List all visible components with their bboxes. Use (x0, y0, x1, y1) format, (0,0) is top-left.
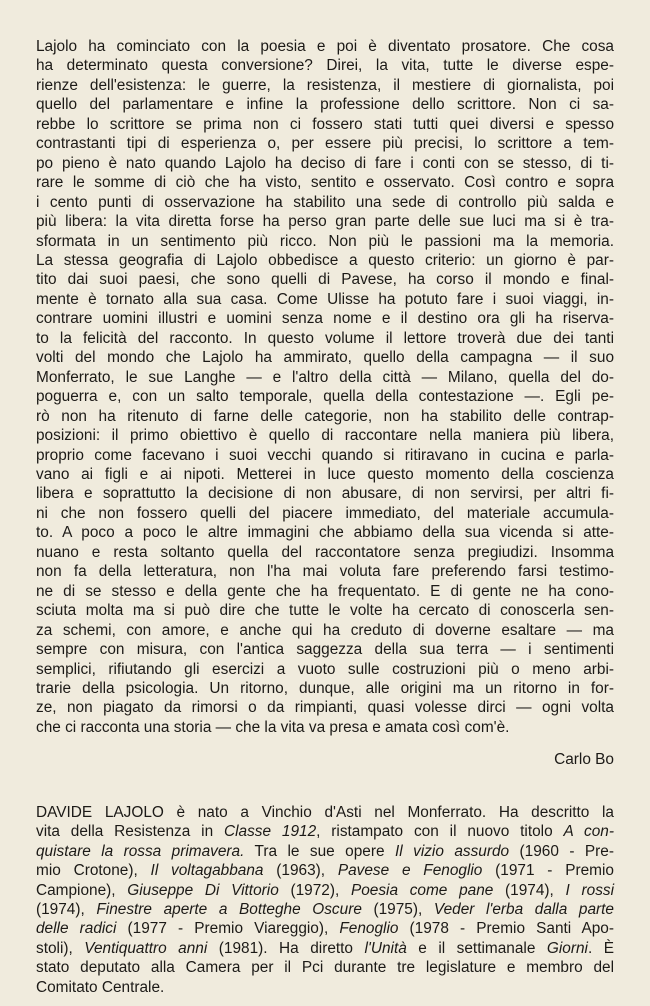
bio-text: stato deputato alla Camera per il Pci durante tre legislature e membro del (36, 959, 614, 977)
essay-line: volti del mondo che Lajolo ha ammirato, quello della campagna — il suo (36, 349, 614, 367)
bio-text: (1975), (361, 901, 434, 919)
essay-line: più libera: la vita diretta forse ha perso gran parte delle sue luci ma si è tra- (36, 213, 614, 231)
essay-line: contrare uomini illustri e uomini senza nome e il destino ora gli ha riserva- (36, 310, 614, 328)
essay-line: quello del parlamentare e infine la professione dello scrittore. Non ci sa- (36, 96, 614, 114)
essay-line: vano ai figli e ai nipoti. Metterei in luce questo momento della coscienza (36, 465, 614, 483)
essay-line: to. A poco a poco le altre immagini che abbiamo della sua vicenda si atte- (36, 524, 614, 542)
bio-text: Comitato Centrale. (36, 978, 165, 996)
essay-line: rebbe lo scrittore se prima non ci fossero stati tutti quei diversi e spesso (36, 115, 614, 133)
essay-paragraph (36, 37, 614, 737)
essay-line: sformata in un sentimento più ricco. Non più le passioni ma la memoria. (36, 232, 614, 250)
bio-line (36, 803, 614, 822)
essay-line: ni che non fossero quelli del piacere immediato, del materiale accumula- (36, 504, 614, 522)
essay-line: libera e soprattutto la decisione di non abusare, di non servirsi, per altri fi- (36, 485, 614, 503)
bio-title-text: Classe 1912 (224, 823, 317, 841)
bio-title-text: Finestre aperte a Botteghe Oscure (96, 901, 362, 919)
bio-text: (1978 - Premio Santi Apo- (398, 920, 614, 938)
essay-line: za schemi, con amore, e anche qui ha creduto di doverne esaltare — ma (36, 621, 614, 639)
essay-line: ne di se stesso e della gente che ha frequentato. E di gente ne ha cono- (36, 582, 614, 600)
essay-line: Monferrato, le sue Langhe — e l'altro della città — Milano, quella del do- (36, 368, 614, 386)
bio-text: (1981). Ha diretto (207, 939, 365, 957)
essay-line: posizioni: il primo obiettivo è quello di raccontare nella maniera più libera, (36, 427, 614, 445)
essay-line: sciuta molta ma si può dire che tutte le volte ha cercato di conoscerla sen- (36, 602, 614, 620)
bio-title-text: A con- (563, 823, 614, 841)
bio-title-text: Poesia come pane (350, 881, 494, 899)
essay-line: rare le somme di ciò che ha visto, sentito e osservato. Così contro e sopra (36, 174, 614, 192)
bio-text: e il settimanale (406, 939, 547, 957)
bio-text: (1974), (493, 881, 566, 899)
bio-text: (1974), (36, 901, 97, 919)
bio-text: (1960 - Pre- (509, 842, 614, 860)
bio-text: vita della Resistenza in (36, 823, 224, 841)
bio-line (36, 919, 614, 938)
essay-line: ha determinato questa conversione? Direi, la vita, tutte le diverse espe- (36, 57, 614, 75)
bio-line (36, 861, 614, 880)
essay-line: contrastanti tipi di esperienza o, per essere più precisi, lo scrittore a tem- (36, 135, 614, 153)
essay-line: to la felicità del racconto. In questo volume il lettore troverà due dei tanti (36, 329, 614, 347)
bio-title-text: l'Unità (364, 939, 407, 957)
essay-line: La stessa geografia di Lajolo obbedisce a questo criterio: un giorno è par- (36, 251, 614, 269)
bio-title-text: Ventiquattro anni (84, 939, 208, 957)
bio-title-text: Veder l'erba dalla parte (433, 901, 614, 919)
bio-text: Campione), (36, 881, 128, 899)
bio-text: stoli), (36, 939, 85, 957)
essay-line: non fa della letteratura, non l'ha mai voluta fare preferendo farsi testimo- (36, 563, 614, 581)
bio-text: (1971 - Premio (482, 862, 614, 880)
bio-text: (1972), (278, 881, 351, 899)
bio-title-text: Pavese e Fenoglio (337, 862, 483, 880)
essay-line: Lajolo ha cominciato con la poesia e poi è diventato prosatore. Che cosa (36, 38, 614, 55)
essay-line: che ci racconta una storia — che la vita va presa e amata così com'è. (36, 718, 510, 736)
bio-text: DAVIDE LAJOLO è nato a Vinchio d'Asti nel Monferrato. Ha descritto la (36, 803, 614, 821)
essay-line: nuano e resta soltanto quella del raccontatore senza pregiudizi. Insomma (36, 543, 614, 561)
essay-line: semplici, rifiutando gli esercizi a vuoto sulle costruzioni più o meno arbi- (36, 660, 614, 678)
essay-line: po pieno è nato quando Lajolo ha deciso di fare i conti con se stesso, di ti- (36, 154, 614, 172)
essay-line: trarie della psicologia. Un ritorno, dunque, alle origini ma un ritorno in for- (36, 679, 614, 697)
bio-text: Tra le sue opere (244, 842, 395, 860)
bio-line (36, 978, 614, 997)
essay-line: rienze dell'esistenza: le guerre, la resistenza, il mestiere di giornalista, poi (36, 76, 614, 94)
bio-line (36, 939, 614, 958)
essay-line: i cento punti di osservazione ha stabilito una sede di controllo più salda e (36, 193, 614, 211)
bio-line (36, 822, 614, 841)
bio-text: mio Crotone), (36, 862, 151, 880)
essay-line: ze, non piagato da rimorsi o da rimpianti, quasi volesse dirci — ogni volta (36, 699, 614, 717)
essay-signature: Carlo Bo (554, 751, 614, 769)
bio-title-text: Giuseppe Di Vittorio (127, 881, 279, 899)
essay-line: poguerra e, con un salto temporale, quella della contestazione —. Egli pe- (36, 388, 614, 406)
essay-line: tito dai suoi paesi, che sono quelli di Pavese, ha corso il mondo e final- (36, 271, 614, 289)
bio-text: (1977 - Premio Viareggio), (116, 920, 340, 938)
bio-line (36, 958, 614, 977)
bio-line (36, 842, 614, 861)
essay-line: rò non ha ritenuto di farne delle categorie, non ha stabilito delle contrap- (36, 407, 614, 425)
bio-title-text: Il vizio assurdo (394, 842, 510, 860)
bio-text: , ristampato con il nuovo titolo (316, 823, 564, 841)
bio-title-text: delle radici (36, 920, 117, 938)
bio-title-text: Giorni (546, 939, 588, 957)
bio-line (36, 900, 614, 919)
bio-line (36, 881, 614, 900)
essay-line: mente è tornato alla sua casa. Come Ulisse ha potuto fare i suoi viaggi, in- (36, 290, 614, 308)
bio-title-text: quistare la rossa primavera. (36, 842, 245, 860)
bio-title-text: Il voltagabbana (150, 862, 264, 880)
bio-text: . È (587, 939, 614, 957)
essay-line: sempre con misura, con l'antica saggezza della sua terra — i sentimenti (36, 641, 614, 659)
essay-line: proprio come facevano i suoi vecchi quando si ritiravano in cucina e parla- (36, 446, 614, 464)
bio-title-text: I rossi (565, 881, 614, 899)
bio-title-text: Fenoglio (339, 920, 399, 938)
author-biography (36, 803, 614, 998)
bio-text: (1963), (263, 862, 338, 880)
